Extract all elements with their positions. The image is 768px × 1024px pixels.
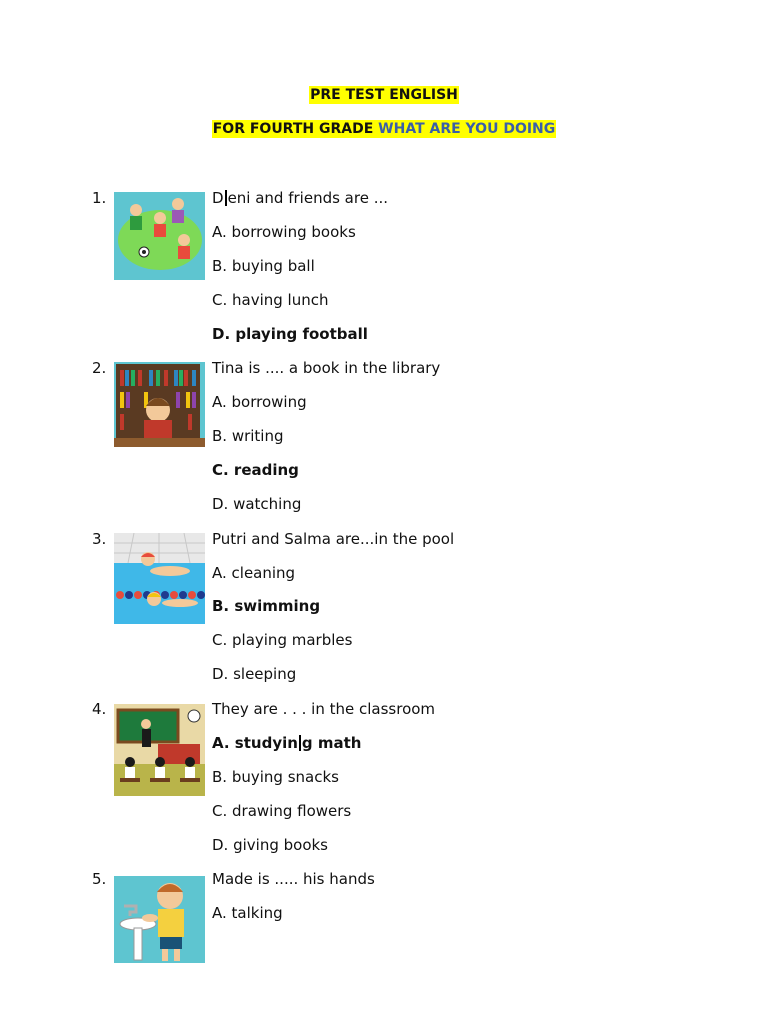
title-grade-highlight: [212, 120, 557, 138]
text-cursor: [225, 190, 227, 206]
kids-playing-football-picture: [114, 192, 205, 280]
option-b: B. buying snacks: [212, 768, 339, 786]
question-stem: Tina is .... a book in the library: [212, 359, 441, 377]
option-d: D. sleeping: [212, 665, 297, 683]
question-number: 3.: [92, 530, 107, 548]
stem-part-2: eni and friends are ...: [227, 189, 389, 207]
option-a: A. talking: [212, 904, 283, 922]
option-a: A. borrowing books: [212, 223, 356, 241]
option-c-answer: C. reading: [212, 461, 299, 479]
option-a: A. cleaning: [212, 564, 296, 582]
text-cursor: [299, 735, 301, 751]
answer-part-2: g math: [301, 734, 362, 752]
option-d: D. giving books: [212, 836, 328, 854]
question-stem: They are . . . in the classroom: [212, 700, 436, 718]
question-number: 5.: [92, 870, 107, 888]
question-stem: [212, 189, 388, 207]
option-a: A. borrowing: [212, 393, 307, 411]
stem-part-1: D: [212, 189, 224, 207]
option-b: B. buying ball: [212, 257, 315, 275]
question-number: 4.: [92, 700, 107, 718]
girl-reading-in-library-picture: [114, 362, 205, 447]
classroom-math-lesson-picture: [114, 704, 205, 796]
option-b-answer: B. swimming: [212, 597, 321, 615]
title-line-2: [0, 121, 768, 137]
option-a-answer: [212, 734, 361, 752]
question-stem: Putri and Salma are...in the pool: [212, 530, 455, 548]
option-b: B. writing: [212, 427, 284, 445]
title-pre-test: PRE TEST ENGLISH: [310, 87, 458, 103]
question-stem: Made is ..... his hands: [212, 870, 375, 888]
boy-washing-hands-picture: [114, 876, 205, 963]
question-number: 2.: [92, 359, 107, 377]
question-number: 1.: [92, 189, 107, 207]
title-topic: WHAT ARE YOU DOING: [378, 121, 556, 137]
children-swimming-picture: [114, 533, 205, 624]
option-c: C. having lunch: [212, 291, 329, 309]
option-d: D. watching: [212, 495, 302, 513]
option-d-answer: D. playing football: [212, 325, 368, 343]
answer-part-1: A. studyin: [212, 734, 298, 752]
title-line-1: [0, 87, 768, 103]
option-c: C. drawing flowers: [212, 802, 352, 820]
title-grade: FOR FOURTH GRADE: [212, 121, 374, 137]
option-c: C. playing marbles: [212, 631, 353, 649]
